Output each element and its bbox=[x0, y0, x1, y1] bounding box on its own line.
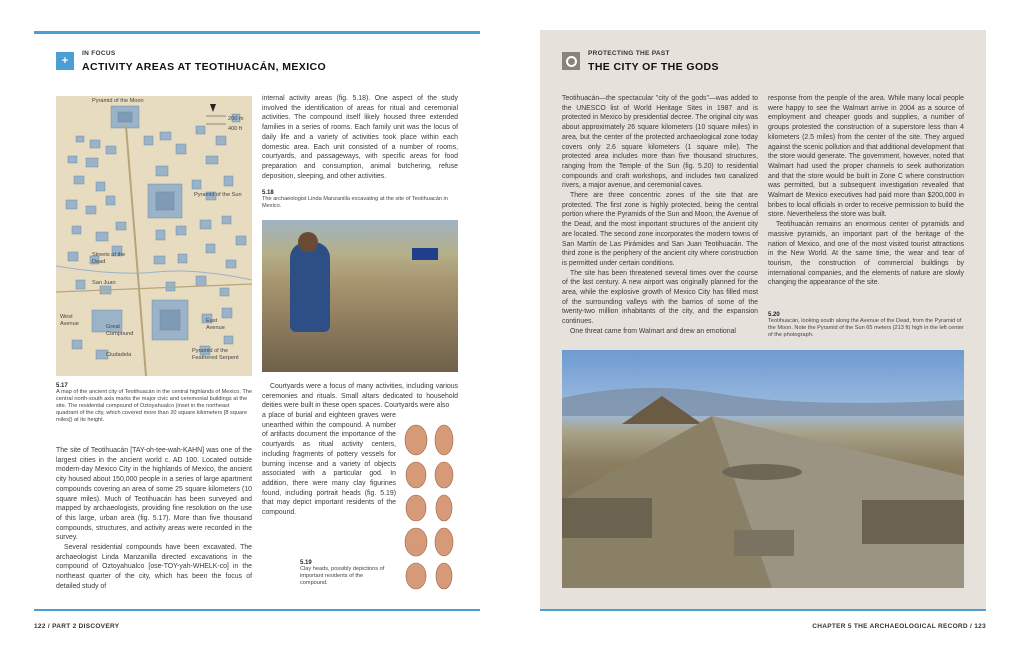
map-label-sun: Pyramid of the Sun bbox=[194, 192, 242, 198]
archaeologist-head bbox=[298, 232, 318, 252]
map-label-moon: Pyramid of the Moon bbox=[92, 98, 144, 104]
paragraph: response from the people of the area. While many local people were happy to see the Walmart arrive in 2004 as a source of employment and cheaper goods and supplies, a number of groups protested the construction of a superstore less than 4 kilometers (2.5 miles) from the center of the site. They argued against the scenic pollution and that additional development that the store would generate. The government, however, noted that Walmart had used the proper channels to seek authorization and that the store would be built in Zone C where construction was permitted, but a subsequent investigation revealed that Walmart de Mexico executives had paid more than $200,000 in bribes to local officials in order to receive permission to build the store. Nevertheless the store was built. bbox=[768, 95, 964, 219]
left-col1-text bbox=[56, 446, 252, 592]
clay-heads-figure bbox=[398, 420, 460, 592]
right-col2-text bbox=[768, 94, 964, 288]
paragraph: There are three concentric zones of the site that are protected. The first zone is highly protected, being the central portion where the Pyramids of the Sun and Moon, the Avenue of the Dead, and the most important structures of the ancient city are located. The second zone incorporates the modern towns of San Martín de Las Pirámides and San Juan Teotihuacán. The third zone is the periphery of the ancient city where construction is permitted under certain conditions. bbox=[562, 192, 758, 267]
excavation-photo bbox=[262, 220, 458, 372]
fig-number: 5.19 bbox=[300, 560, 312, 566]
map-label-streets: Streets of the Dead bbox=[92, 252, 126, 265]
left-col2-bottom-narrow bbox=[262, 411, 396, 518]
fig-caption: A map of the ancient city of Teotihuacán in the central highlands of Mexico. The central north-south axis marks the major civic and ceremonial buildings at the site. The residential compound of Oztoyahualco (inset in the northeast quadrant of the city, which covered more than 20 square kilometers [8 square miles]) at its height. bbox=[56, 389, 253, 423]
plus-icon: + bbox=[56, 52, 74, 70]
left-header-rule bbox=[34, 31, 480, 34]
paragraph: The site of Teotihuacán [TAY-oh-tee-wah-KAHN] was one of the largest cities in the ancient world c. AD 100. Located outside modern-day Mexico City in the highlands of Mexico, the ancient city housed about 150,000 people in a series of large apartment compounds covering an area of some 25 square kilometers (10 square miles). Much of Teotihuacán has been surveyed and mapped by archaeologists, providing fine resolution on the use of this large, urban area (fig. 5.17). More than five thousand compounds, structures, and activity areas were recorded in the survey. bbox=[56, 447, 252, 542]
right-footer-rule bbox=[540, 609, 986, 611]
right-col1-text bbox=[562, 94, 758, 337]
target-icon-ring bbox=[566, 56, 577, 67]
teotihuacan-map bbox=[56, 96, 252, 376]
fig-5-17-caption bbox=[56, 383, 252, 424]
right-footer: CHAPTER 5 THE ARCHAEOLOGICAL RECORD / 123 bbox=[812, 623, 986, 630]
map-scale-ft: 400 ft bbox=[228, 126, 242, 132]
left-col2-bottom bbox=[262, 382, 458, 411]
fig-number: 5.20 bbox=[768, 312, 780, 318]
fig-5-19-caption bbox=[300, 560, 392, 587]
map-label-ciudadela: Ciudadela bbox=[106, 352, 132, 358]
map-label-great: Great Compound bbox=[106, 324, 134, 337]
left-title: ACTIVITY AREAS AT TEOTIHUACÁN, MEXICO bbox=[82, 61, 327, 73]
left-kicker: IN FOCUS bbox=[82, 50, 116, 57]
fig-caption: The archaeologist Linda Manzanilla excavating at the site of Teotihuacán in Mexico. bbox=[262, 196, 448, 209]
right-kicker: PROTECTING THE PAST bbox=[588, 50, 670, 57]
teotihuacan-photo bbox=[562, 350, 964, 588]
map-label-west: West Avenue bbox=[60, 314, 79, 327]
map-label-east: East Avenue bbox=[206, 318, 225, 331]
right-title: THE CITY OF THE GODS bbox=[588, 61, 719, 73]
paragraph: Several residential compounds have been excavated. The archaeologist Linda Manzanilla directed excavations in the compound of Oztoyahualco [ose-TOY-yah-WHELK-co] in the northeast quarter of the city, which has been the focus of detailed study of bbox=[56, 544, 252, 590]
fig-5-20-caption bbox=[768, 312, 964, 339]
paragraph: The site has been threatened several times over the course of the last century. A new airport was originally planned for the area, while the explosive growth of Mexico City has filled most of the surrounding valleys with the barrios of some of the twenty-two million inhabitants of the city, and the expansion continues. bbox=[562, 269, 758, 326]
map-label-san-juan: San Juan bbox=[92, 280, 116, 286]
clay-heads-graphic bbox=[398, 420, 460, 592]
paragraph: a place of burial and eighteen graves were unearthed within the compound. A number of artifacts document the importance of the courtyards as ritual activity centers, including fragments of pottery vessels for burning incense and a variety of objects associated with a particular god. In addition, there were many clay figurines found, including portrait heads (fig. 5.19) that may depict important residents of the compound. bbox=[262, 412, 396, 517]
left-footer-rule bbox=[34, 609, 480, 611]
map-graphic bbox=[56, 96, 252, 376]
paragraph: Courtyards were a focus of many activities, including various ceremonies and rituals. Small altars dedicated to household deities were built in these open spaces. Courtyards were also bbox=[262, 383, 458, 410]
archaeologist-figure bbox=[290, 242, 330, 332]
paragraph: Teotihuacán—the spectacular "city of the gods"—was added to the UNESCO list of World Heritage Sites in 1987 and is protected in Mexico by presidential decree. The original city was about approximately 26 square kilometers (10 square miles) in area, but the center of the protected archaeological zone today covers only 2.6 square kilometers (1 square mile). The protected area includes more than five thousand structures, ranging from the Temple of the Sun (fig. 5.20) to residential compounds and craft workshops, and includes two canalized rivers, a major avenue, and ceremonial caves. bbox=[562, 95, 758, 190]
left-col2-top bbox=[262, 94, 458, 181]
fig-caption: Clay heads, possibly depictions of important residents of the compound. bbox=[300, 566, 385, 586]
paragraph: Teotihuacán remains an enormous center of pyramids and massive pyramids, an important part of the heritage of the nation of Mexico, and one of the most visited tourist attractions in the New World. At the same time, the wear and tear of tourism, the construction of commercial buildings by international companies, and the elements of nature are slowly changing the appearance of the site. bbox=[768, 221, 964, 287]
paragraph: One threat came from Walmart and drew an emotional bbox=[570, 327, 736, 335]
map-label-feathered: Pyramid of the Feathered Serpent bbox=[192, 348, 239, 361]
fig-number: 5.17 bbox=[56, 383, 68, 389]
target-icon bbox=[562, 52, 580, 70]
photo-scene bbox=[562, 350, 964, 588]
paragraph: internal activity areas (fig. 5.18). One aspect of the study involved the identification of areas for ritual and ceremonial activities. The compound itself likely housed three extended families in a series of rooms. Each family unit was the locus of daily life and a variety of activities took place within each domestic area. Each unit consisted of a number of rooms, courtyards, and passageways, with specific areas for food preparation and consumption, animal butchering, refuse deposition, sleeping, and other activities. bbox=[262, 95, 458, 180]
fig-5-18-caption bbox=[262, 190, 458, 210]
left-footer: 122 / PART 2 DISCOVERY bbox=[34, 623, 120, 630]
fig-number: 5.18 bbox=[262, 190, 274, 196]
fig-caption: Teotihuacán, looking south along the Avenue of the Dead, from the Pyramid of the Moon. Note the Pyramid of the Sun 65 meters (213 ft) high in the left center of the photograph. bbox=[768, 318, 964, 338]
wheelbarrow bbox=[412, 248, 438, 260]
map-scale-m: 200 m bbox=[228, 116, 244, 122]
